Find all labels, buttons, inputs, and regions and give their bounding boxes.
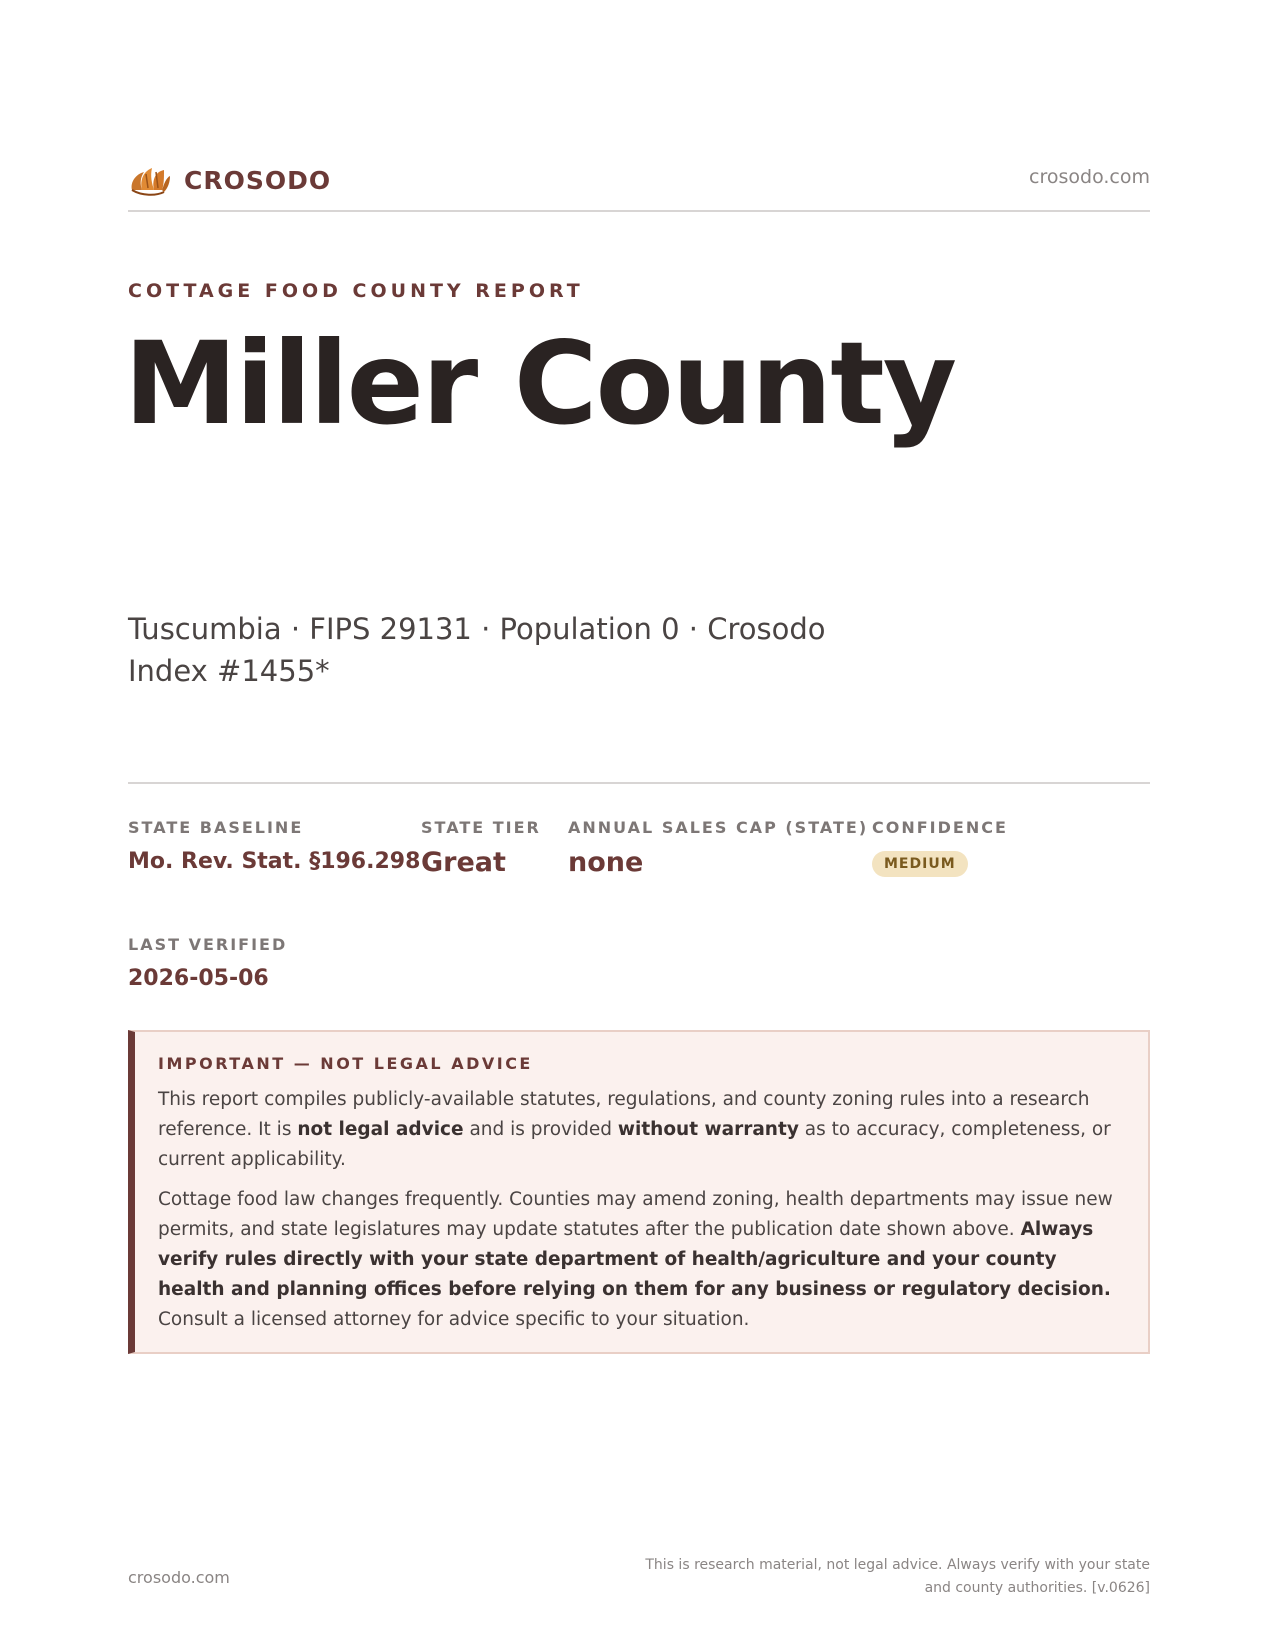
meta-value: 2026-05-06 xyxy=(128,966,269,991)
brand[interactable] xyxy=(128,160,331,200)
meta-label: STATE BASELINE xyxy=(128,818,304,837)
meta-value: Great xyxy=(421,847,506,878)
meta-sales-cap xyxy=(568,818,868,878)
croissant-icon xyxy=(128,160,172,200)
notice-text: Cottage food law changes frequently. Counties may amend zoning, health departments may issue new permits, and state legislatures may update statutes after the publication date shown above. xyxy=(158,1189,1113,1240)
page-title: Miller County xyxy=(124,317,956,450)
notice-paragraph xyxy=(158,1085,1124,1175)
meta-last-verified xyxy=(128,935,287,991)
report-subtitle: Tuscumbia · FIPS 29131 · Population 0 · Crosodo Index #1455* xyxy=(128,612,826,688)
notice-emphasis: without warranty xyxy=(617,1119,799,1140)
section-divider xyxy=(128,782,1150,784)
notice-paragraph xyxy=(158,1185,1124,1335)
notice-text: and is provided xyxy=(463,1119,618,1140)
confidence-badge: MEDIUM xyxy=(872,851,968,877)
notice-text: as to accuracy, completeness, or current applicability. xyxy=(158,1119,1111,1170)
page-header xyxy=(128,156,1150,212)
brand-name: CROSODO xyxy=(184,165,332,195)
meta-value: Mo. Rev. Stat. §196.298 xyxy=(128,849,421,874)
site-url-link[interactable]: crosodo.com xyxy=(1029,166,1150,188)
meta-state-baseline xyxy=(128,818,420,874)
footer-site-url[interactable]: crosodo.com xyxy=(128,1568,230,1587)
meta-label: LAST VERIFIED xyxy=(128,935,288,954)
meta-label: ANNUAL SALES CAP (STATE) xyxy=(568,818,869,837)
notice-title: IMPORTANT — NOT LEGAL ADVICE xyxy=(158,1054,533,1073)
footer-disclaimer: This is research material, not legal advice. Always verify with your state and county authorities. [v.0626] xyxy=(645,1557,1150,1596)
notice-text: Consult a licensed attorney for advice specific to your situation. xyxy=(158,1309,750,1330)
notice-emphasis: Always verify rules directly with your state department of health/agriculture and your county health and planning offices before relying on them for any business or regulatory decision. xyxy=(158,1219,1111,1300)
meta-label: CONFIDENCE xyxy=(872,818,1008,837)
meta-label: STATE TIER xyxy=(421,818,541,837)
report-eyebrow: COTTAGE FOOD COUNTY REPORT xyxy=(128,280,584,302)
legal-notice xyxy=(128,1030,1150,1354)
meta-state-tier xyxy=(421,818,541,878)
notice-text: This report compiles publicly-available statutes, regulations, and county zoning rules into a research reference. It is xyxy=(158,1089,1090,1140)
notice-emphasis: not legal advice xyxy=(297,1119,464,1140)
meta-value: none xyxy=(568,847,644,878)
meta-confidence xyxy=(872,818,1008,877)
